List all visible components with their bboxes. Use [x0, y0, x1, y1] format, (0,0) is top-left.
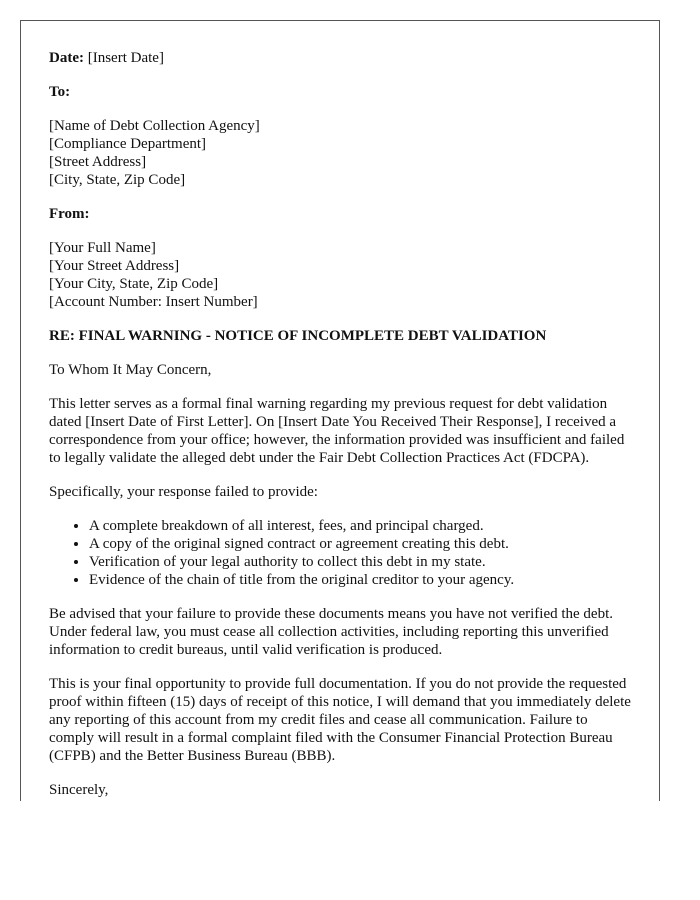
- sender-line: [Your Full Name]: [49, 240, 156, 256]
- recipient-line: [Street Address]: [49, 154, 147, 170]
- list-item: • Verification of your legal authority to collect this debt in my state.: [89, 553, 631, 571]
- from-label: From:: [49, 206, 90, 222]
- sender-line: [Your City, State, Zip Code]: [49, 276, 219, 292]
- recipient-line: [City, State, Zip Code]: [49, 172, 186, 188]
- to-label: To:: [49, 84, 71, 100]
- body-paragraph: Specifically, your response failed to provide:: [49, 484, 318, 500]
- date-value: [Insert Date]: [87, 50, 164, 66]
- salutation: To Whom It May Concern,: [49, 362, 212, 378]
- body-paragraph: Be advised that your failure to provide these documents means you have not verified the debt. Under federal law, you must cease all collection activities, including reporting this unverified information to credit bureaus, until valid verification is produced.: [49, 606, 614, 658]
- body-paragraph: This is your final opportunity to provide full documentation. If you do not provide the requested proof within fifteen (15) days of receipt of this notice, I will demand that you immediately delete any reporting of this account from my credit files and cease all communication. Failure to comply will result in a formal complaint filed with the Consumer Financial Protection Bureau (CFPB) and the Better Business Bureau (BBB).: [49, 676, 631, 764]
- list-item: • A copy of the original signed contract or agreement creating this debt.: [89, 535, 631, 553]
- sender-line: [Your Street Address]: [49, 258, 180, 274]
- letter-page: [20, 20, 660, 801]
- closing: Sincerely,: [49, 782, 109, 798]
- subject-line: RE: FINAL WARNING - NOTICE OF INCOMPLETE DEBT VALIDATION: [49, 328, 547, 344]
- date-label: Date:: [49, 50, 84, 66]
- sender-block: [49, 205, 631, 223]
- recipient-block: [49, 83, 631, 101]
- date-line: [49, 49, 631, 67]
- recipient-line: [Compliance Department]: [49, 136, 207, 152]
- recipient-line: [Name of Debt Collection Agency]: [49, 118, 260, 134]
- sender-line: [Account Number: Insert Number]: [49, 294, 258, 310]
- list-item: • A complete breakdown of all interest, fees, and principal charged.: [89, 517, 631, 535]
- missing-items-list: [49, 517, 631, 589]
- list-item: • Evidence of the chain of title from the original creditor to your agency.: [89, 571, 631, 589]
- body-paragraph: This letter serves as a formal final warning regarding my previous request for debt validation dated [Insert Date of First Letter]. On [Insert Date You Received Their Response], I received a correspondence from your office; however, the information provided was insufficient and failed to legally validate the alleged debt under the Fair Debt Collection Practices Act (FDCPA).: [49, 396, 625, 466]
